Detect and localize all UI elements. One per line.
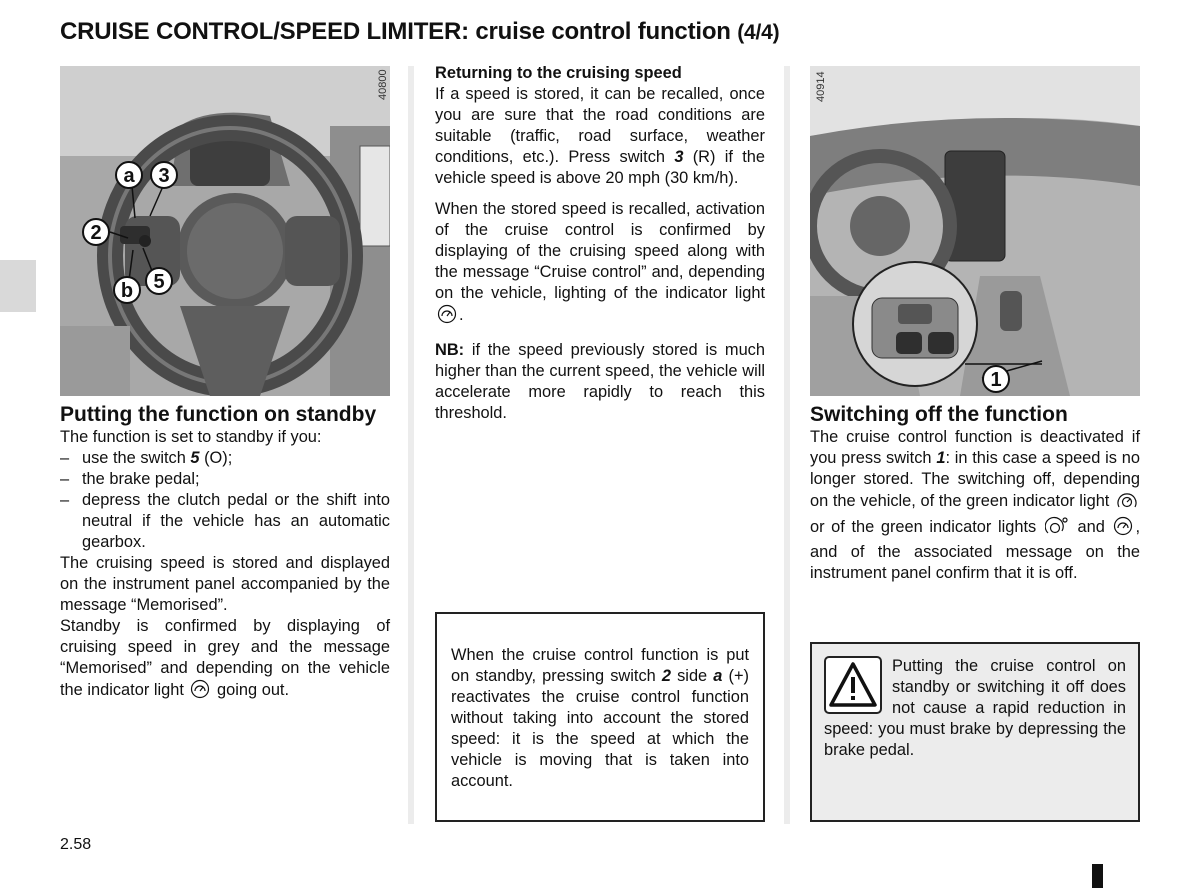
paragraph-text: , and of the associated message on the instrument panel confirm that it is off. <box>810 518 1141 582</box>
note-text-part: When the cruise control function is put on standby, pressing switch <box>451 646 749 685</box>
paragraph-text: (R) if the vehicle speed is above 20 mph (30 km/h). <box>435 148 765 187</box>
returning-section <box>435 63 765 424</box>
section-body <box>810 427 1140 584</box>
section-subheading: Returning to the cruising speed <box>435 64 682 82</box>
section-heading: Switching off the function <box>810 403 1068 426</box>
list-item-text: (O); <box>199 449 233 467</box>
warning-box <box>810 642 1140 822</box>
warning-triangle-icon <box>824 656 882 714</box>
paragraph-text: and <box>1077 518 1105 536</box>
paragraph-text: if the speed previously stored is much higher than the current speed, the vehicle will accelerate more rapidly to reach this threshold. <box>435 341 765 422</box>
paragraph-text: The cruise control function is deactivated if you press switch <box>810 428 1140 467</box>
paragraph-text: . <box>459 306 464 324</box>
switch-number: 1 <box>936 449 946 467</box>
section-body <box>60 427 390 705</box>
nb-label: NB: <box>435 341 465 359</box>
section-heading: Putting the function on standby <box>60 403 377 426</box>
paragraph-text: : in this case a speed is no longer stored. The switching off, depending on the vehicle, of the green indicator light <box>810 449 1140 510</box>
callout-label: b <box>120 280 134 302</box>
figure-ref-number: 40800 <box>377 69 389 100</box>
steering-wheel-figure <box>60 66 390 396</box>
page-title <box>60 18 779 46</box>
paragraph-text: Standby is confirmed by displaying of cruising speed in grey and the message “Memorised” and depending on the vehicle the indicator light <box>60 617 390 699</box>
green-cruise-indicator-icon <box>1116 490 1138 516</box>
paragraph-text: or of the green indicator lights <box>810 518 1037 536</box>
standby-note-box <box>435 612 765 822</box>
warning-text: Putting the cruise control on standby or switching it off does not cause a rapid reduction in speed: you must brake by depressing the brake pedal. <box>824 657 1126 759</box>
list-item-text: use the switch <box>82 449 191 467</box>
green-cruise-indicator-icon <box>1045 516 1069 542</box>
note-text-part: side <box>671 667 714 685</box>
page-title-part: (4/4) <box>737 21 780 44</box>
column-separator <box>784 66 790 824</box>
callout-label: 2 <box>90 222 102 244</box>
paragraph <box>435 84 765 189</box>
list-item <box>60 490 390 553</box>
list-item-text: the brake pedal; <box>82 470 200 488</box>
list-item <box>60 469 390 490</box>
switch-number: 5 <box>190 449 200 467</box>
column-separator <box>408 66 414 824</box>
cruise-control-indicator-icon <box>190 679 210 705</box>
paragraph <box>810 427 1140 584</box>
standby-section <box>60 402 390 705</box>
list-item-text: depress the clutch pedal or the shift into neutral if the vehicle has an automatic gearbox. <box>82 491 390 551</box>
paragraph: The function is set to standby if you: <box>60 428 322 446</box>
page-number: 2.58 <box>60 836 92 853</box>
paragraph <box>435 340 765 424</box>
condition-list <box>60 448 390 553</box>
list-item <box>60 448 390 469</box>
section-end-marker <box>1092 864 1103 888</box>
paragraph-text: If a speed is stored, it can be recalled, once you are sure that the road conditions are suitable (traffic, road surface, weather conditions, etc.). Press switch <box>435 85 765 166</box>
switch-number: 3 <box>674 148 684 166</box>
switch-number: 2 <box>661 667 671 685</box>
paragraph <box>60 616 390 705</box>
callout-label: 1 <box>990 369 1002 391</box>
section-tab <box>0 260 36 312</box>
cruise-control-indicator-icon <box>1113 516 1133 542</box>
paragraph <box>435 199 765 330</box>
page-title-text: CRUISE CONTROL/SPEED LIMITER: cruise control function <box>60 18 731 45</box>
note-text <box>451 645 749 792</box>
switch-side: a <box>713 667 723 685</box>
figure-ref-number: 40914 <box>815 71 827 102</box>
dashboard-figure <box>810 66 1140 396</box>
callout-label: 5 <box>153 271 165 293</box>
paragraph-text: When the stored speed is recalled, activation of the cruise control is confirmed by displaying of the cruising speed along with the message “Cruise control” and, depending on the vehicle, lighting of the indicator light <box>435 200 765 302</box>
callout-label: 3 <box>158 165 170 187</box>
switching-off-section <box>810 402 1140 584</box>
note-text-part: (+) reactivates the cruise control function without taking into account the stored speed: it is the speed at which the vehicle is moving that is taken into account. <box>451 667 749 790</box>
cruise-control-indicator-icon <box>437 304 457 330</box>
paragraph-text: going out. <box>217 681 290 699</box>
callout-label: a <box>123 165 135 187</box>
paragraph: The cruising speed is stored and displayed on the instrument panel accompanied by the message “Memorised”. <box>60 554 390 614</box>
